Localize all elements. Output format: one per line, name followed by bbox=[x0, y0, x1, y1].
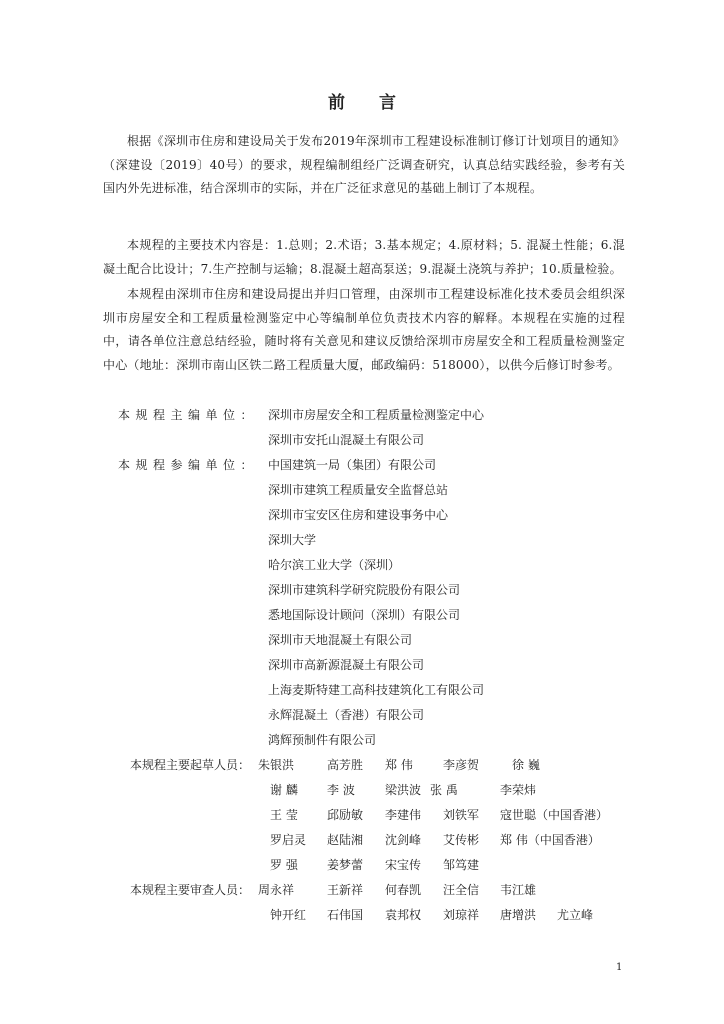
drafter-name: 谢 麟 bbox=[270, 783, 298, 797]
reviewer-name: 周永祥 bbox=[258, 883, 295, 897]
paragraph-basis: 根据《深圳市住房和建设局关于发布2019年深圳市工程建设标准制订修订计划项目的通知》（深建设〔2019〕40号）的要求，规程编制组经广泛调查研究，认真总结实践经验，参考有关国内外先进标准，结合深圳市的实际，并在广泛征求意见的基础上制订了本规程。 bbox=[103, 134, 625, 195]
drafter-name: 郑 伟 bbox=[385, 758, 413, 772]
chief-unit-item: 深圳市安托山混凝土有限公司 bbox=[268, 433, 425, 447]
chief-unit-item: 深圳市房屋安全和工程质量检测鉴定中心 bbox=[268, 408, 485, 422]
participating-unit-item: 深圳市天地混凝土有限公司 bbox=[268, 633, 413, 647]
participating-unit-item: 中国建筑一局（集团）有限公司 bbox=[268, 458, 437, 472]
drafter-name: 邹笃建 bbox=[443, 858, 480, 872]
reviewer-name: 汪全信 bbox=[443, 883, 480, 897]
chief-units-label: 本规程主编单位： bbox=[118, 408, 259, 422]
reviewer-name: 王新祥 bbox=[327, 883, 364, 897]
drafters-label: 本规程主要起草人员： bbox=[130, 758, 251, 772]
participating-unit-item: 鸿辉预制件有限公司 bbox=[268, 733, 377, 747]
drafter-name: 邱励敏 bbox=[327, 808, 364, 822]
reviewers-label: 本规程主要审查人员： bbox=[130, 883, 251, 897]
drafter-name: 罗 强 bbox=[270, 858, 298, 872]
reviewer-name: 石伟国 bbox=[327, 908, 364, 922]
drafter-name: 李荣炜 bbox=[500, 783, 537, 797]
drafter-name: 郑 伟（中国香港） bbox=[500, 833, 600, 847]
drafter-name: 罗启灵 bbox=[270, 833, 307, 847]
drafter-name: 刘铁军 bbox=[443, 808, 480, 822]
participating-unit-item: 深圳大学 bbox=[268, 533, 317, 547]
paragraph-contents: 本规程的主要技术内容是：1.总则；2.术语；3.基本规定；4.原材料；5. 混凝土性能；6.混凝土配合比设计；7.生产控制与运输；8.混凝土超高泵送；9.混凝土浇筑与养护；10.质量检验。 bbox=[103, 238, 625, 276]
drafter-name: 赵陆湘 bbox=[327, 833, 364, 847]
participating-units-label: 本规程参编单位： bbox=[118, 458, 259, 472]
drafter-name: 李建伟 bbox=[385, 808, 422, 822]
drafter-name: 朱银洪 bbox=[258, 758, 295, 772]
drafter-name: 宋宝传 bbox=[385, 858, 422, 872]
participating-unit-item: 深圳市建筑科学研究院股份有限公司 bbox=[268, 583, 461, 597]
drafter-name: 高芳胜 bbox=[327, 758, 364, 772]
drafter-name: 梁洪波 bbox=[385, 783, 422, 797]
drafter-name: 王 莹 bbox=[270, 808, 298, 822]
reviewer-name: 唐增洪 bbox=[500, 908, 537, 922]
drafter-name: 寇世聪（中国香港） bbox=[500, 808, 609, 822]
participating-unit-item: 哈尔滨工业大学（深圳） bbox=[268, 558, 401, 572]
participating-unit-item: 永辉混凝土（香港）有限公司 bbox=[268, 708, 425, 722]
page-number: 1 bbox=[616, 962, 623, 973]
reviewer-name: 尤立峰 bbox=[557, 908, 594, 922]
drafter-name: 沈剑峰 bbox=[385, 833, 422, 847]
participating-unit-item: 悉地国际设计顾问（深圳）有限公司 bbox=[268, 608, 461, 622]
drafter-name: 李彦贺 bbox=[443, 758, 480, 772]
drafter-name: 艾传彬 bbox=[443, 833, 480, 847]
drafter-name: 李 波 bbox=[327, 783, 355, 797]
participating-unit-item: 深圳市建筑工程质量安全监督总站 bbox=[268, 483, 449, 497]
participating-unit-item: 上海麦斯特建工高科技建筑化工有限公司 bbox=[268, 683, 485, 697]
reviewer-name: 何春凯 bbox=[385, 883, 422, 897]
drafter-name: 张 禹 bbox=[430, 783, 458, 797]
paragraph-management: 本规程由深圳市住房和建设局提出并归口管理，由深圳市工程建设标准化技术委员会组织深圳市房屋安全和工程质量检测鉴定中心等编制单位负责技术内容的解释。本规程在实施的过程中，请各单位注意总结经验，随时将有关意见和建议反馈给深圳市房屋安全和工程质量检测鉴定中心（地址：深圳市南山区铁二路工程质量大厦，邮政编码：518000），以供今后修订时参考。 bbox=[103, 287, 625, 372]
page-title: 前言 bbox=[328, 93, 430, 113]
reviewer-name: 钟开红 bbox=[270, 908, 307, 922]
participating-unit-item: 深圳市高新源混凝土有限公司 bbox=[268, 658, 425, 672]
participating-unit-item: 深圳市宝安区住房和建设事务中心 bbox=[268, 508, 449, 522]
reviewer-name: 刘琼祥 bbox=[443, 908, 480, 922]
drafter-name: 徐 巍 bbox=[512, 758, 540, 772]
drafter-name: 姜梦蕾 bbox=[327, 858, 364, 872]
reviewer-name: 袁邦权 bbox=[385, 908, 422, 922]
reviewer-name: 韦江雄 bbox=[500, 883, 537, 897]
